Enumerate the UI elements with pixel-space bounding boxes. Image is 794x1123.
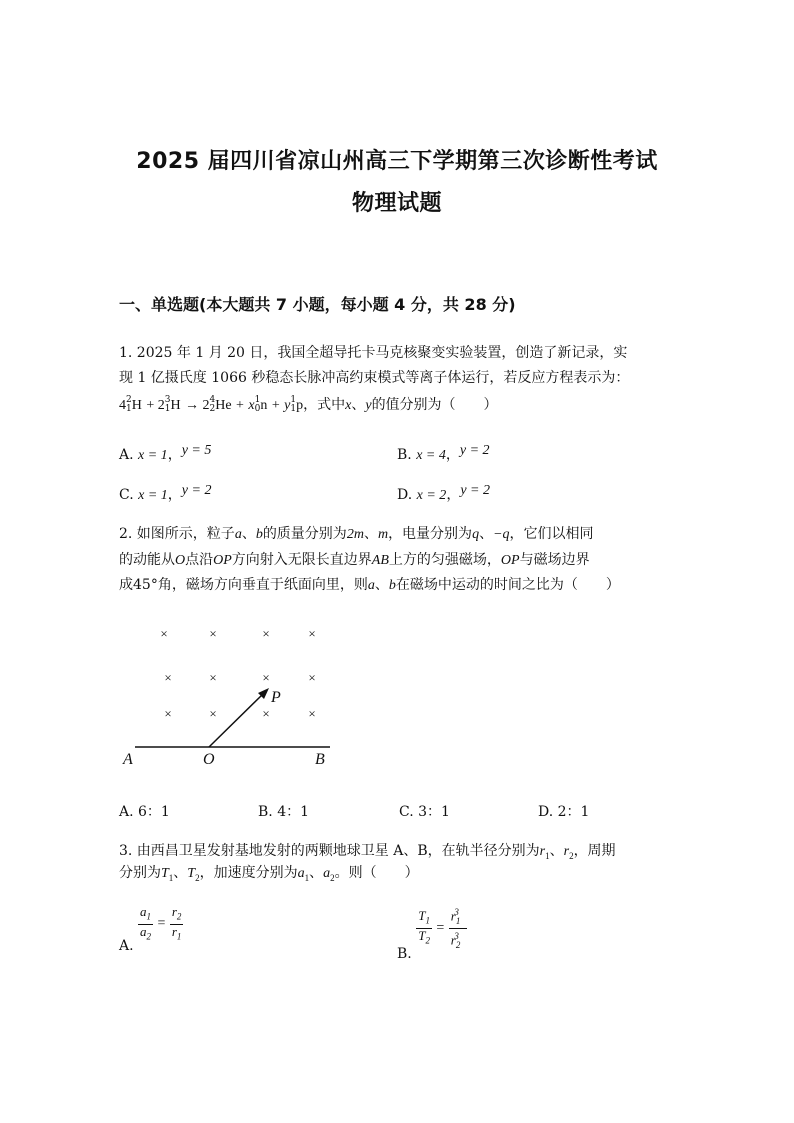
fraction-r2-r1: $\frac{r_2}{r_1}$ [171,904,182,942]
q1-line1: 1. 2025 年 1 月 20 日，我国全超导托卡马克核聚变实验装置，创造了新记录，实 [119,345,628,361]
q2-option-c[interactable]: C. 3：1 [399,804,450,820]
fraction-r1cubed-r2cubed: $\frac{r_1^3}{r_2^3}$ [449,905,467,952]
field-cross: × [308,706,316,721]
field-cross: × [209,626,217,641]
exam-title-line2: 物理试题 [351,191,442,216]
field-cross: × [164,670,172,685]
q1-option-c[interactable]: C. x = 1，y = 2 [119,483,212,503]
q3-line2: 分别为$T_1$、$T_2$，加速度分别为$a_1$、$a_2$。则（ ） [119,865,419,883]
q2-option-b[interactable]: B. 4：1 [258,804,310,820]
q3-option-a[interactable]: A. $\frac{a_1}{a_2}$ = $\frac{r_2}{r_1}$ [119,904,182,955]
field-cross: × [262,626,270,641]
magnetic-field-figure [115,620,345,770]
label-b: B [315,751,325,768]
fraction-t1-t2: $\frac{T_1}{T_2}$ [418,908,430,946]
q2-line1: 2. 如图所示，粒子a、b的质量分别为2m、m，电量分别为q、−q，它们以相同 [119,526,594,542]
q1-line2: 现 1 亿摄氏度 1066 秒稳态长脉冲高约束模式等离子体运行，若反应方程表示为： [119,370,630,386]
field-cross: × [160,626,168,641]
q1-option-a[interactable]: A. x = 1，y = 5 [119,443,212,463]
field-cross: × [262,670,270,685]
field-cross: × [209,706,217,721]
q3-line1: 3. 由西昌卫星发射基地发射的两颗地球卫星 A、B，在轨半径分别为$r_1$、$r_2$，周期 [119,843,616,861]
q2-line3: 成45°角，磁场方向垂直于纸面向里，则a、b在磁场中运动的时间之比为（ ） [119,577,620,593]
field-cross: × [308,626,316,641]
section-heading: 一、单选题(本大题共 7 小题，每小题 4 分，共 28 分) [119,295,516,314]
exam-title-line1: 2025 届四川省凉山州高三下学期第三次诊断性考试 [136,149,658,174]
q1-option-b[interactable]: B. x = 4，y = 2 [397,443,490,463]
field-cross: × [262,706,270,721]
q1-equation: 4 2 1 H + 2 3 1 H → 2 4 2 He + x 1 0 n + y 1 1 p，式中x、y的值分别为（ ） [119,395,498,414]
q2-option-d[interactable]: D. 2：1 [538,804,590,820]
field-cross: × [164,706,172,721]
q1-option-d[interactable]: D. x = 2，y = 2 [397,483,490,503]
velocity-vector-op [209,694,263,747]
field-cross: × [308,670,316,685]
label-o: O [203,751,215,768]
q2-line2: 的动能从O点沿OP方向射入无限长直边界AB上方的匀强磁场，OP与磁场边界 [119,552,590,568]
field-cross: × [209,670,217,685]
q3-option-b[interactable]: B. $\frac{T_1}{T_2}$ = $\frac{r_1^3}{r_2^3}$ [397,905,467,952]
q2-option-a[interactable]: A. 6：1 [119,804,170,820]
fraction-a1-a2: $\frac{a_1}{a_2}$ [140,904,152,942]
label-p: P [271,689,281,706]
label-a: A [123,751,133,768]
